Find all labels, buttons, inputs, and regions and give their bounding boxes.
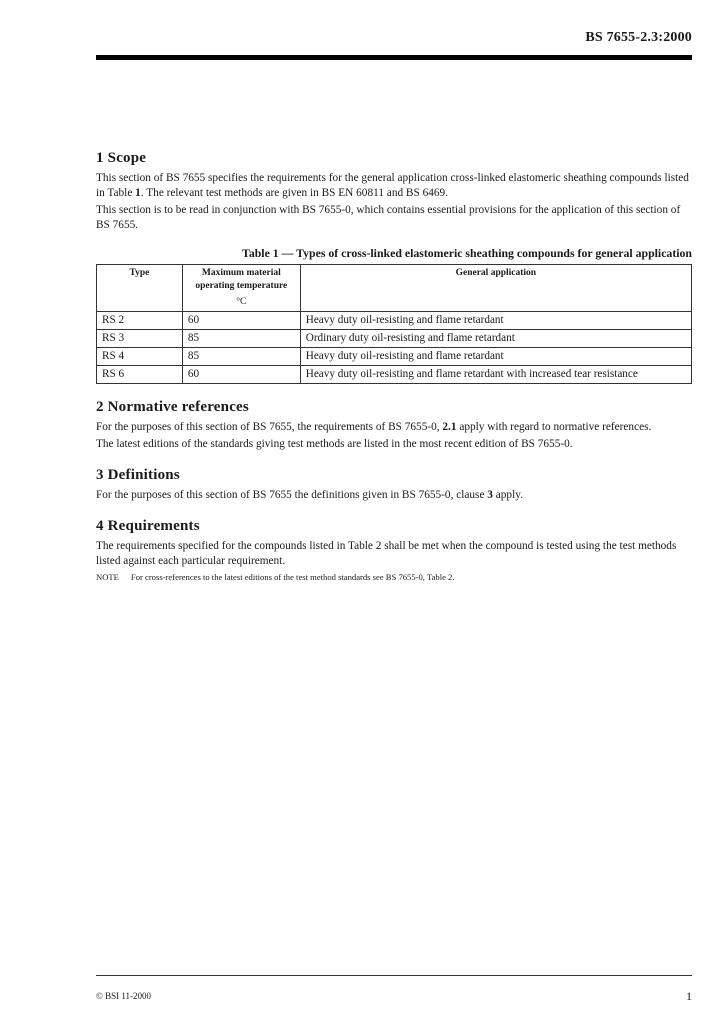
cell-application: Heavy duty oil-resisting and flame retardant with increased tear resistance — [300, 366, 691, 384]
section-definitions — [96, 467, 692, 503]
section-normative-references — [96, 399, 692, 452]
requirements-note — [96, 572, 692, 582]
requirements-paragraph: The requirements specified for the compounds listed in Table 2 shall be met when the compound is tested using the test methods listed against each particular requirement. — [96, 540, 677, 567]
header-application: General application — [300, 265, 691, 312]
document-number: BS 7655-2.3:2000 — [585, 30, 692, 45]
table-row — [97, 366, 692, 384]
normative-paragraph-1: For the purposes of this section of BS 7655, the requirements of BS 7655-0, 2.1 apply with regard to normative references. — [96, 421, 652, 433]
header-rule — [96, 55, 692, 60]
cell-type: RS 4 — [97, 348, 183, 366]
scope-heading: 1 Scope — [96, 150, 147, 166]
table-1 — [96, 264, 692, 384]
cell-type: RS 6 — [97, 366, 183, 384]
normative-paragraph-2: The latest editions of the standards giving test methods are listed in the most recent edition of BS 7655-0. — [96, 438, 573, 450]
header-temperature: Maximum material operating temperature °C — [182, 265, 300, 312]
footer-rule — [96, 975, 692, 976]
page-content — [96, 150, 692, 597]
note-text: For cross-references to the latest editions of the test method standards see BS 7655-0, Table 2. — [130, 572, 455, 582]
header-type: Type — [97, 265, 183, 312]
cell-temperature: 85 — [182, 348, 300, 366]
scope-paragraph-1: This section of BS 7655 specifies the requirements for the general application cross-linked elastomeric sheathing compounds listed in Table 1. The relevant test methods are given in BS EN 60811 and BS 6469. — [96, 172, 689, 199]
cell-application: Heavy duty oil-resisting and flame retardant — [300, 312, 691, 330]
requirements-heading: 4 Requirements — [96, 518, 200, 534]
table-row — [97, 348, 692, 366]
definitions-heading: 3 Definitions — [96, 467, 180, 483]
cell-application: Ordinary duty oil-resisting and flame retardant — [300, 330, 691, 348]
temperature-unit: °C — [236, 297, 247, 307]
normative-heading: 2 Normative references — [96, 399, 249, 415]
page-number: 1 — [686, 989, 692, 1003]
cell-temperature: 60 — [182, 312, 300, 330]
cell-temperature: 85 — [182, 330, 300, 348]
table-row — [97, 330, 692, 348]
table-1-caption: Table 1 — Types of cross-linked elastomeric sheathing compounds for general application — [242, 246, 692, 260]
section-scope — [96, 150, 692, 384]
definitions-paragraph: For the purposes of this section of BS 7655 the definitions given in BS 7655-0, clause 3 apply. — [96, 489, 523, 501]
table-header-row — [97, 265, 692, 312]
copyright-notice: © BSI 11-2000 — [96, 991, 152, 1001]
cell-application: Heavy duty oil-resisting and flame retardant — [300, 348, 691, 366]
cell-type: RS 2 — [97, 312, 183, 330]
cell-temperature: 60 — [182, 366, 300, 384]
scope-paragraph-2: This section is to be read in conjunction with BS 7655-0, which contains essential provisions for the application of this section of BS 7655. — [96, 204, 681, 231]
table-row — [97, 312, 692, 330]
note-label: NOTE — [96, 572, 119, 582]
cell-type: RS 3 — [97, 330, 183, 348]
section-requirements — [96, 518, 692, 582]
